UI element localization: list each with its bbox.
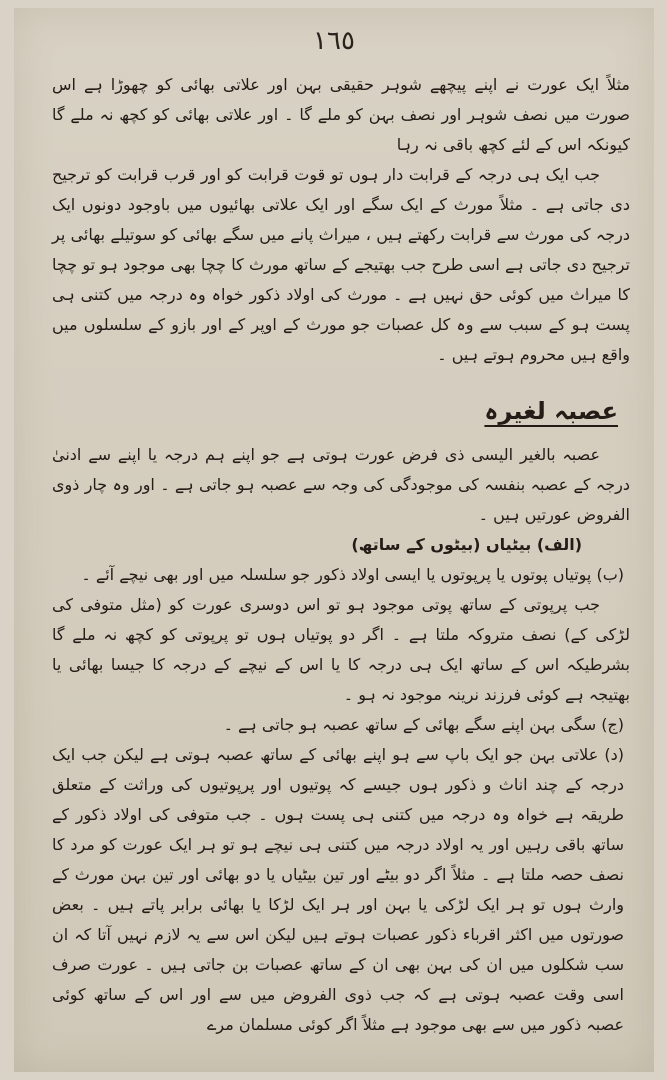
paragraph-strength-of-kinship: جب ایک ہی درجہ کے قرابت دار ہوں تو قوت قرابت کو اور قرب قرابت کو ترجیح دی جاتی ہے ۔ مثلاً مورث کے ایک سگے اور ایک علاتی بھائیوں میں باوجود دونوں ایک درجہ کی مورث سے قرابت رکھتے ہیں ، میراث پانے میں سگے بھائی کو سوتیلے بھائی پر ترجیح دی جاتی ہے اسی طرح جب بھتیجے کے ساتھ مورث کا چچا بھی موجود ہو تو چچا کا میراث میں کوئی حق نہیں ہے ۔ مورث کی اولاد ذکور خواہ وہ درجہ میں کتنی ہی پست ہو کے سبب سے وہ کل عصبات جو مورث کے اوپر کے اور بازو کے سلسلوں میں واقع ہیں محروم ہوتے ہیں ۔ <box>52 165 630 364</box>
page-number: ١٦٥ <box>313 26 355 56</box>
list-item-dal: (د) علاتی بہن جو ایک باپ سے ہو اپنے بھائی کے ساتھ عصبہ ہوتی ہے لیکن جب ایک درجہ کے چند اناث و ذکور ہوں جیسے کہ پوتیوں اور پرپوتیوں کی وراثت کے متعلق طریقہ ہے خواہ وہ درجہ میں کتنی ہی پست ہوں ۔ جب متوفی کی اولاد ذکور کے ساتھ باقی رہیں اور یہ اولاد درجہ میں کتنی ہی نیچے ہو تو ہر ایک عورت کو مرد کا نصف حصہ ملتا ہے ۔ مثلاً اگر دو بیٹے اور تین بیٹیاں یا دو بھائی اور تین بہن مورث کے وارث ہوں تو ہر ایک لڑکی یا بہن اور ہر ایک لڑکا یا بھائی برابر پاتے ہیں ۔ بعض صورتوں میں اکثر اقرباء ذکور عصبات ہوتے ہیں لیکن اس سے یہ لازم نہیں آتا کہ ان سب شکلوں میں ان کی بہن بھی ان کے ساتھ عصبات بن جاتی ہیں ۔ عورت صرف اسی وقت عصبہ ہوتی ہے کہ جب ذوی الفروض میں سے اور اس کے ساتھ کوئی عصبہ ذکور میں سے بھی موجود ہے مثلاً اگر کوئی مسلمان مرے <box>52 745 624 1034</box>
page-body <box>52 70 630 1040</box>
paragraph-granddaughters: جب پرپوتی کے ساتھ پوتی موجود ہو تو اس دوسری عورت کو (مثل متوفی کی لڑکی کے) نصف متروکہ ملتا ہے ۔ اگر دو پوتیاں ہوں تو پرپوتی کو کچھ نہ ملے گا بشرطیکہ اس کے ساتھ ایک ہی درجہ کا یا اس کے نیچے کے درجہ کا جیسا بھائی یا بھتیجہ ہے کوئی فرزند نرینہ موجود نہ ہو ۔ <box>52 595 630 704</box>
list-item-be: (ب) پوتیاں پوتوں یا پرپوتوں یا ایسی اولاد ذکور جو سلسلہ میں اور بھی نیچے آئے ۔ <box>81 565 624 584</box>
list-item-alif: (الف) بیٹیاں (بیٹوں کے ساتھ) <box>351 535 582 554</box>
paragraph-definition: عصبہ بالغیر الیسی ذی فرض عورت ہوتی ہے جو اپنے ہم درجہ یا اپنے سے ادنیٰ درجہ کے عصبہ بنفسہ کی موجودگی کی وجہ سے عصبہ ہو جاتی ہے ۔ اور وہ چار ذوی الفروض عورتیں ہیں ۔ <box>52 445 631 524</box>
book-page <box>14 8 654 1072</box>
list-item-jim: (ج) سگی بہن اپنے سگے بھائی کے ساتھ عصبہ ہو جاتی ہے ۔ <box>223 715 624 734</box>
section-heading-asaba-lighayrihi: عصبہ لغیرہ <box>484 397 618 425</box>
paragraph-intro-example: مثلاً ایک عورت نے اپنے پیچھے شوہر حقیقی بہن اور علاتی بھائی کو چھوڑا ہے اس صورت میں نصف شوہر اور نصف بہن کو ملے گا ۔ اور علاتی بھائی کو کچھ نہ ملے گا کیونکہ اس کے لئے کچھ باقی نہ رہا <box>52 75 630 154</box>
